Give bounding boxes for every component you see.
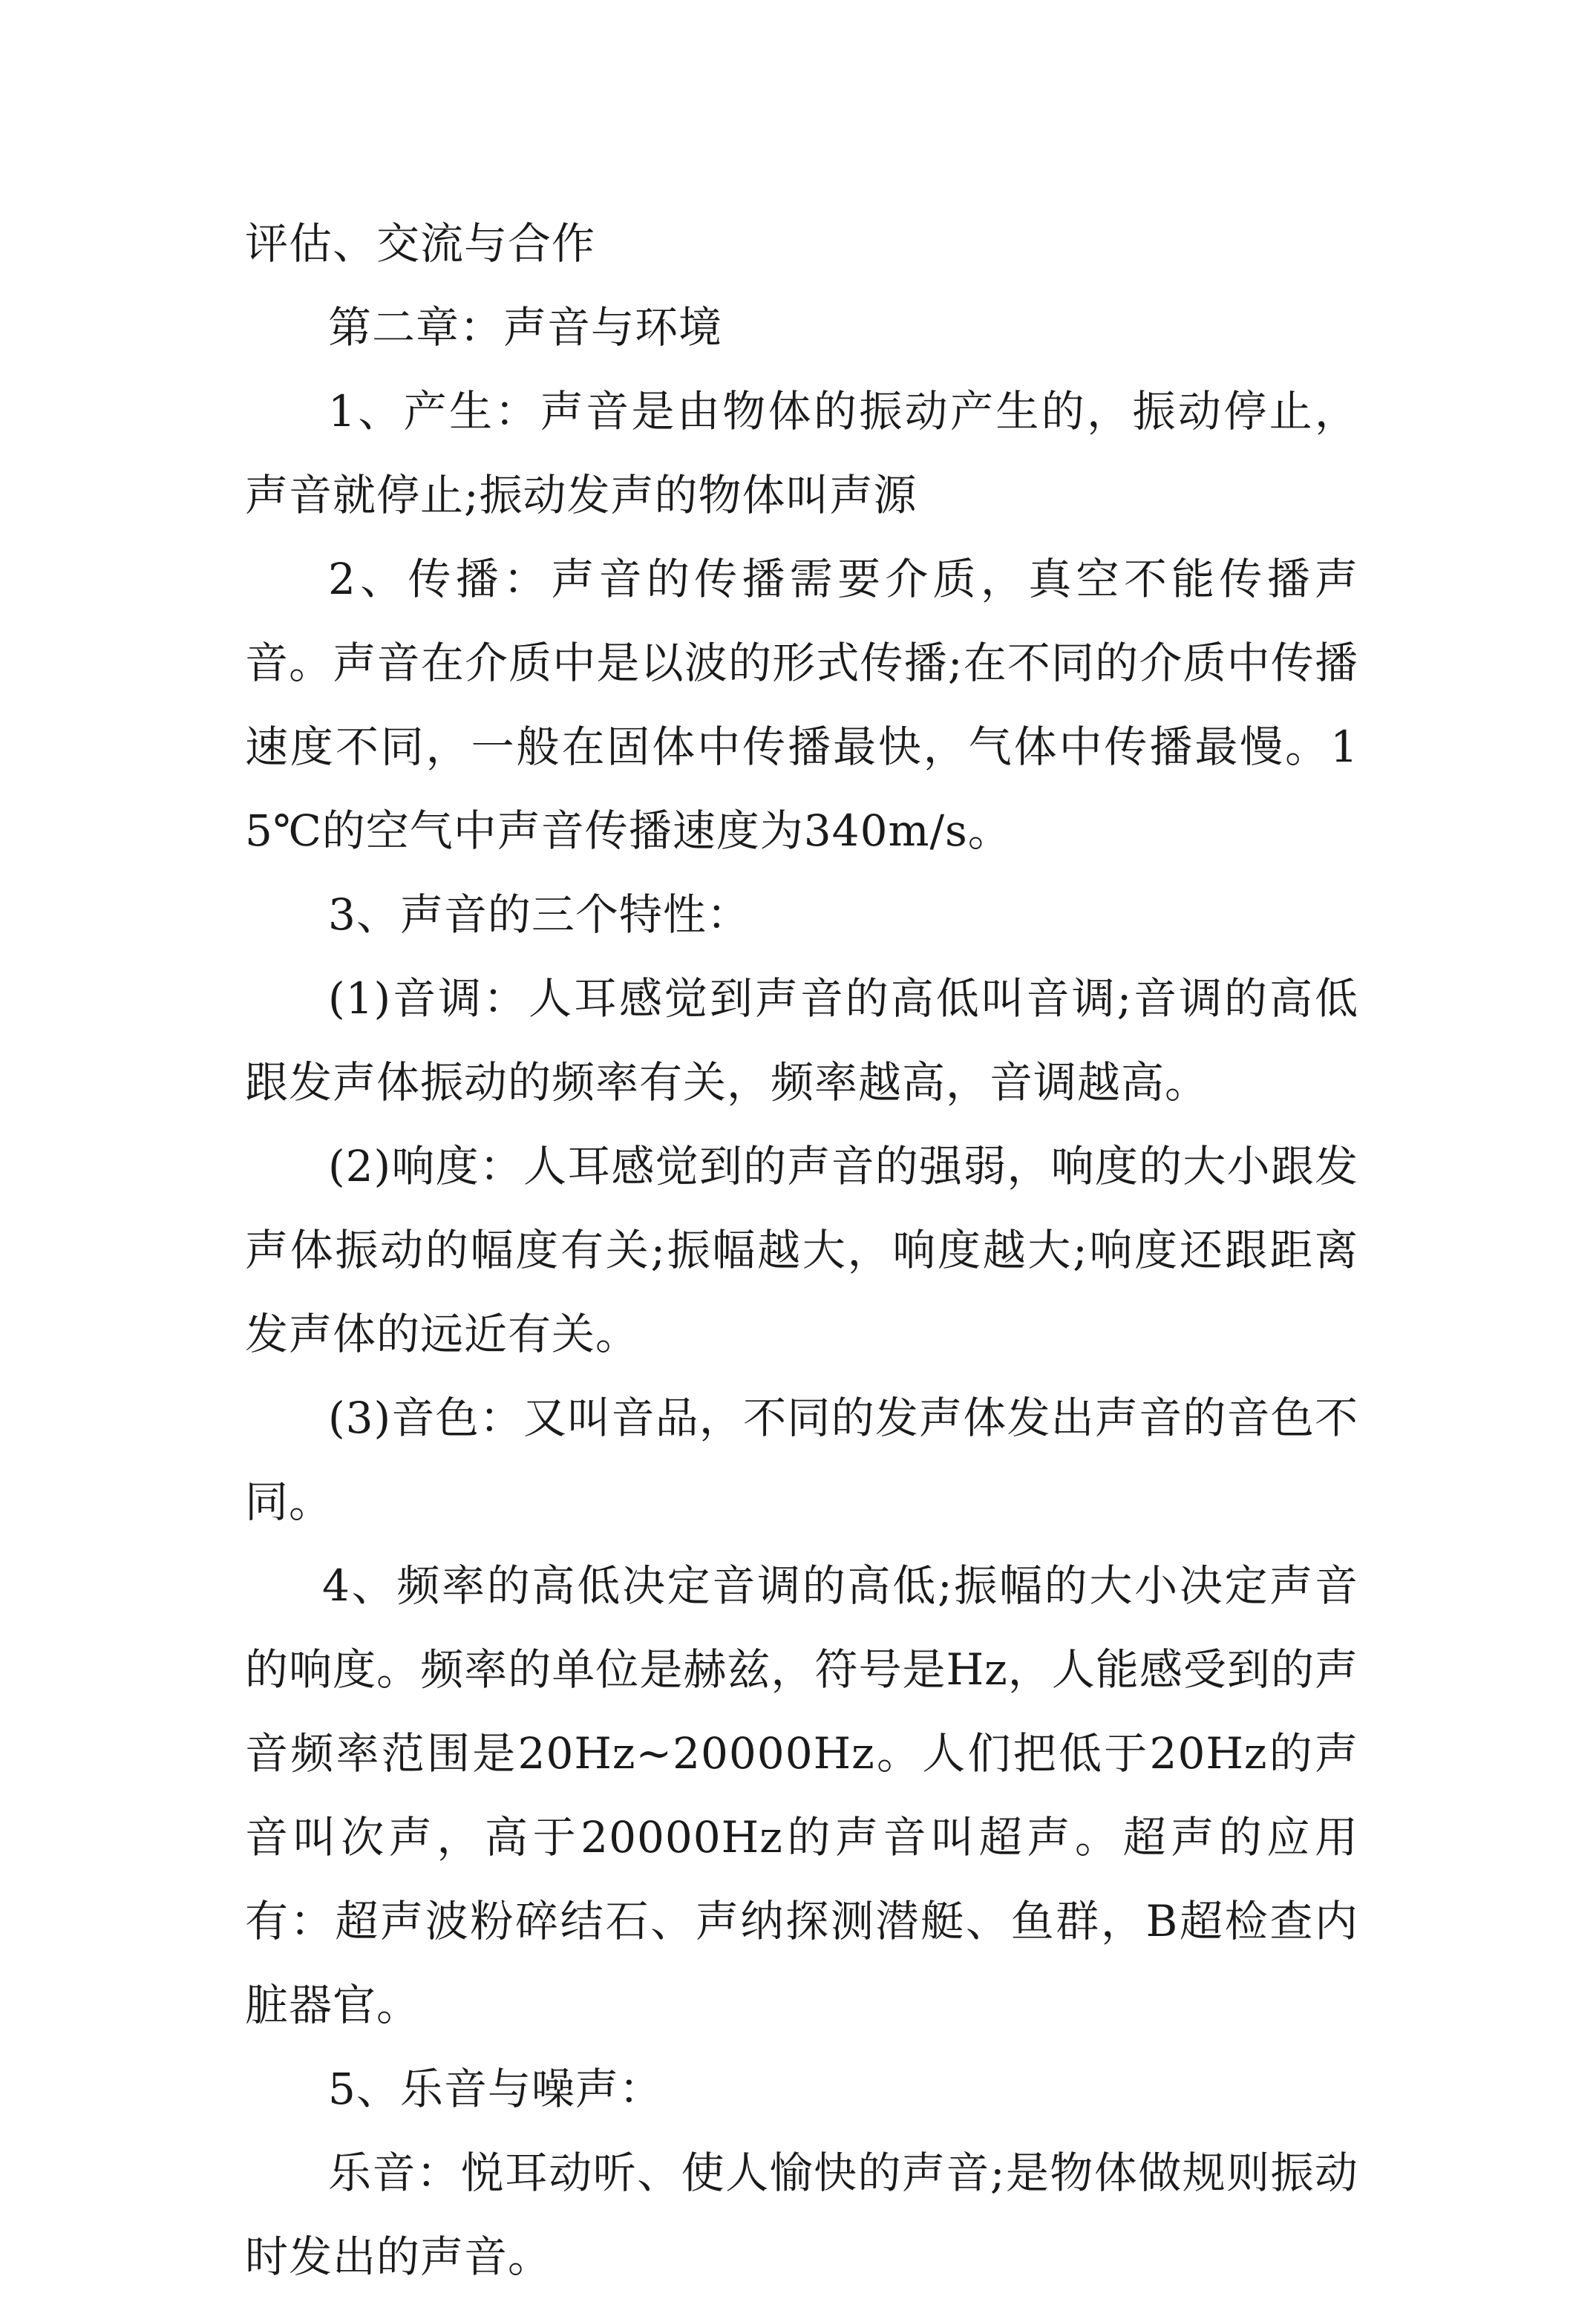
paragraph-loudness: (2)响度：人耳感觉到的声音的强弱，响度的大小跟发声体振动的幅度有关;振幅越大，响度越大;响度还跟距离发声体的远近有关。 xyxy=(245,1141,1358,1359)
paragraph-musical-sound: 乐音：悦耳动听、使人愉快的声音;是物体做规则振动时发出的声音。 xyxy=(245,2148,1358,2282)
paragraph-heading-evaluation: 评估、交流与合作 xyxy=(245,218,596,269)
chapter-title: 第二章：声音与环境 xyxy=(328,302,723,353)
paragraph-timbre: (3)音色：又叫音品，不同的发声体发出声音的音色不同。 xyxy=(245,1393,1358,1527)
paragraph-propagation: 2、传播：声音的传播需要介质，真空不能传播声音。声音在介质中是以波的形式传播;在不同的介质中传播速度不同，一般在固体中传播最快，气体中传播最慢。15℃的空气中声音传播速度为340m/s。 xyxy=(245,554,1358,856)
paragraph-pitch: (1)音调：人耳感觉到声音的高低叫音调;音调的高低跟发声体振动的频率有关，频率越高，音调越高。 xyxy=(245,973,1358,1108)
paragraph-frequency: 4、频率的高低决定音调的高低;振幅的大小决定声音的响度。频率的单位是赫兹，符号是Hz，人能感受到的声音频率范围是20Hz~20000Hz。人们把低于20Hz的声音叫次声，高于20000Hz的声音叫超声。超声的应用有：超声波粉碎结石、声纳探测潜艇、鱼群，B超检查内脏器官。 xyxy=(245,1560,1358,2030)
paragraph-music-noise: 5、乐音与噪声： xyxy=(328,2064,663,2114)
document-body xyxy=(245,202,1358,2299)
paragraph-production: 1、产生：声音是由物体的振动产生的，振动停止，声音就停止;振动发声的物体叫声源 xyxy=(245,386,1358,520)
paragraph-three-characteristics: 3、声音的三个特性： xyxy=(328,889,750,940)
